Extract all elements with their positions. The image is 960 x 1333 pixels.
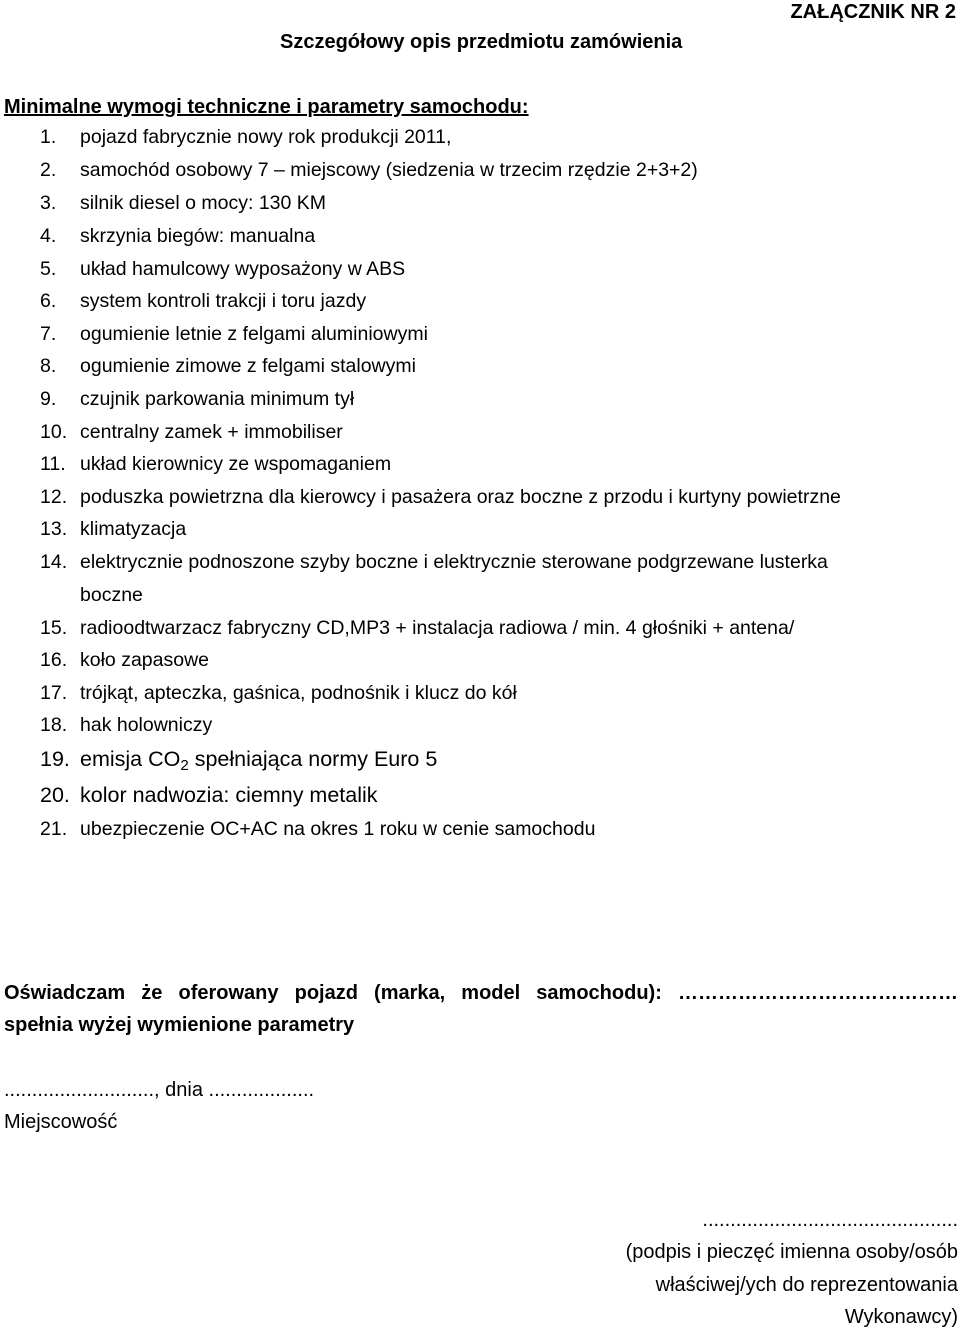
list-item: 14. elektrycznie podnoszone szyby boczne i elektrycznie sterowane podgrzewane lusterka (40, 551, 828, 573)
document-title: Szczegółowy opis przedmiotu zamówienia (280, 31, 683, 53)
list-item: 21. ubezpieczenie OC+AC na okres 1 roku w cenie samochodu (40, 818, 596, 840)
list-item: 7. ogumienie letnie z felgami aluminiowymi (40, 323, 428, 345)
list-item: 17. trójkąt, apteczka, gaśnica, podnośnik i klucz do kół (40, 682, 517, 704)
requirements-heading: Minimalne wymogi techniczne i parametry samochodu: (4, 96, 529, 118)
declaration-word: oferowany (178, 982, 279, 1004)
declaration-word: model (461, 982, 521, 1004)
declaration-word: Oświadczam (4, 982, 126, 1004)
declaration-word: że (141, 982, 163, 1004)
declaration-line (4, 982, 958, 1005)
list-item: 12. poduszka powietrzna dla kierowcy i pasażera oraz boczne z przodu i kurtyny powietrzne (40, 486, 841, 508)
list-item: 9. czujnik parkowania minimum tył (40, 388, 355, 410)
list-item: 11. układ kierownicy ze wspomaganiem (40, 453, 392, 475)
list-item-continuation: boczne (80, 584, 143, 606)
list-item: 3. silnik diesel o mocy: 130 KM (40, 192, 327, 214)
list-item: 15. radioodtwarzacz fabryczny CD,MP3 + instalacja radiowa / min. 4 głośniki + antena/ (40, 617, 795, 639)
signature-dots: .............................................. (702, 1209, 958, 1231)
list-item: 13. klimatyzacja (40, 518, 187, 540)
signature-caption-line-3: Wykonawcy) (844, 1306, 958, 1328)
declaration-word: pojazd (294, 982, 358, 1004)
list-item: 6. system kontroli trakcji i toru jazdy (40, 290, 367, 312)
place-date-line: ..........................., dnia ................... (4, 1079, 315, 1101)
list-item: 4. skrzynia biegów: manualna (40, 225, 316, 247)
declaration-dots: …………………………………… (677, 982, 958, 1004)
list-item: 8. ogumienie zimowe z felgami stalowymi (40, 355, 416, 377)
place-label: Miejscowość (4, 1111, 118, 1133)
list-item: 19. emisja $CO_2$ spełniająca normy Euro 5 (40, 747, 438, 774)
signature-caption-line-1: (podpis i pieczęć imienna osoby/osób (625, 1241, 958, 1263)
list-item: 16. koło zapasowe (40, 649, 209, 671)
list-item: 10. centralny zamek + immobiliser (40, 421, 343, 443)
list-item: 2. samochód osobowy 7 – miejscowy (siedzenia w trzecim rzędzie 2+3+2) (40, 159, 698, 181)
declaration-continuation: spełnia wyżej wymienione parametry (4, 1014, 355, 1036)
declaration-word: (marka, (374, 982, 446, 1004)
list-item: 18. hak holowniczy (40, 714, 213, 736)
annex-label: ZAŁĄCZNIK NR 2 (790, 1, 956, 23)
list-item: 1. pojazd fabrycznie nowy rok produkcji 2011, (40, 126, 452, 148)
list-item: 20. kolor nadwozia: ciemny metalik (40, 783, 378, 807)
signature-caption-line-2: właściwej/ych do reprezentowania (655, 1274, 958, 1296)
list-item: 5. układ hamulcowy wyposażony w ABS (40, 258, 406, 280)
declaration-word: samochodu): (536, 982, 662, 1004)
